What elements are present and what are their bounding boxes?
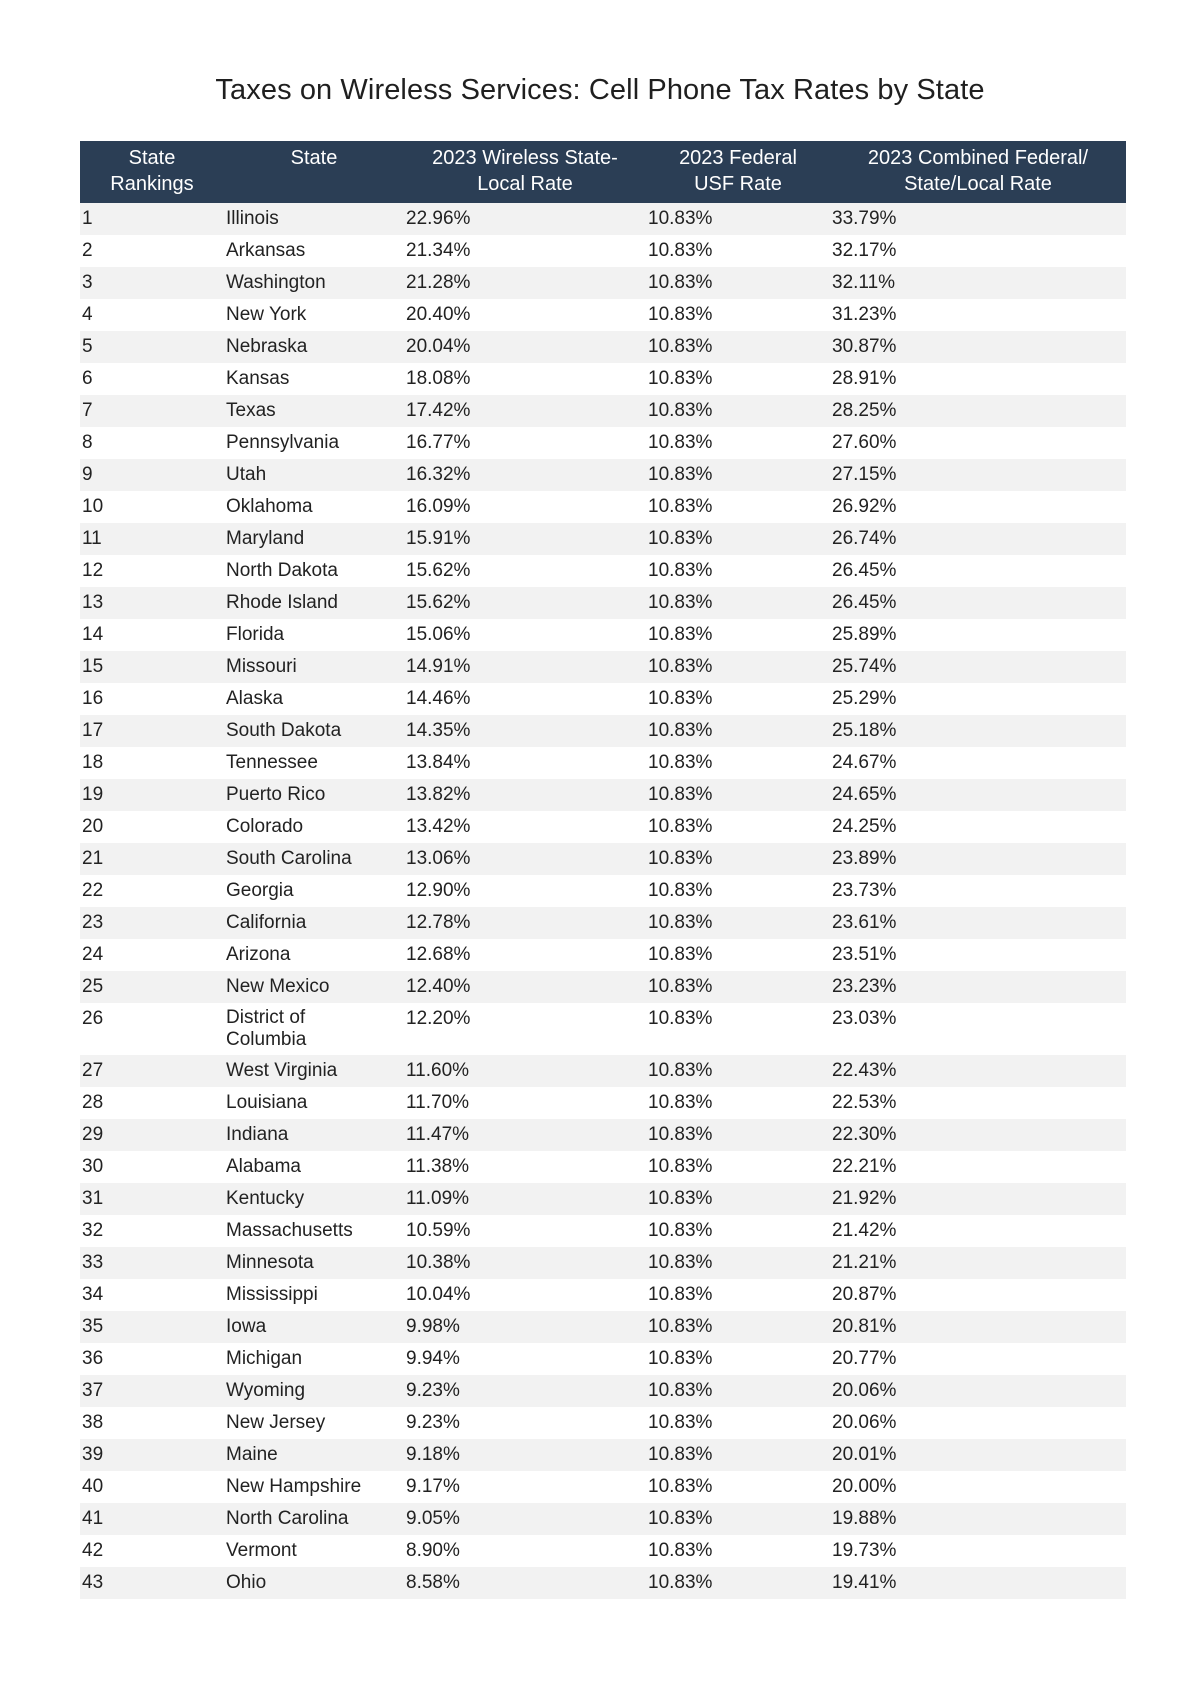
federal-usf-rate-cell: 10.83% <box>648 656 713 677</box>
federal-usf-rate-cell: 10.83% <box>648 1008 713 1029</box>
rank-cell: 8 <box>82 432 93 453</box>
rank-cell: 7 <box>82 400 93 421</box>
federal-usf-rate-cell: 10.83% <box>648 976 713 997</box>
combined-rate-cell: 26.74% <box>832 528 897 549</box>
combined-rate-cell: 23.51% <box>832 944 897 965</box>
federal-usf-rate-cell: 10.83% <box>648 1188 713 1209</box>
combined-rate-cell: 23.89% <box>832 848 897 869</box>
federal-usf-rate-cell: 10.83% <box>648 1220 713 1241</box>
table-row <box>80 235 1126 267</box>
combined-rate-cell: 22.21% <box>832 1156 897 1177</box>
table-row <box>80 587 1126 619</box>
header-federal-usf-rate <box>646 141 830 203</box>
header-line: 2023 Federal <box>679 147 797 169</box>
table-row <box>80 1439 1126 1471</box>
state-cell: Utah <box>226 464 267 485</box>
rank-cell: 29 <box>82 1124 104 1145</box>
federal-usf-rate-cell: 10.83% <box>648 304 713 325</box>
federal-usf-rate-cell: 10.83% <box>648 1060 713 1081</box>
rank-cell: 20 <box>82 816 104 837</box>
rank-cell: 2 <box>82 240 93 261</box>
federal-usf-rate-cell: 10.83% <box>648 1412 713 1433</box>
state-cell: Minnesota <box>226 1252 314 1273</box>
combined-rate-cell: 31.23% <box>832 304 897 325</box>
state-cell: Massachusetts <box>226 1220 353 1241</box>
federal-usf-rate-cell: 10.83% <box>648 240 713 261</box>
rank-cell: 5 <box>82 336 93 357</box>
rank-cell: 13 <box>82 592 104 613</box>
state-cell: North Dakota <box>226 560 338 581</box>
rank-cell: 19 <box>82 784 104 805</box>
combined-rate-cell: 28.91% <box>832 368 897 389</box>
state-cell: Pennsylvania <box>226 432 340 453</box>
header-line: State/Local Rate <box>904 173 1052 195</box>
table-row <box>80 1375 1126 1407</box>
table-row <box>80 811 1126 843</box>
combined-rate-cell: 25.18% <box>832 720 897 741</box>
rank-cell: 35 <box>82 1316 104 1337</box>
federal-usf-rate-cell: 10.83% <box>648 496 713 517</box>
combined-rate-cell: 23.03% <box>832 1008 897 1029</box>
table-row <box>80 1151 1126 1183</box>
state-local-rate-cell: 12.68% <box>406 944 471 965</box>
rank-cell: 15 <box>82 656 104 677</box>
combined-rate-cell: 24.67% <box>832 752 897 773</box>
state-cell: Tennessee <box>226 752 318 773</box>
federal-usf-rate-cell: 10.83% <box>648 784 713 805</box>
state-local-rate-cell: 12.20% <box>406 1008 471 1029</box>
federal-usf-rate-cell: 10.83% <box>648 432 713 453</box>
combined-rate-cell: 28.25% <box>832 400 897 421</box>
state-cell: Iowa <box>226 1316 267 1337</box>
state-cell: Vermont <box>226 1540 297 1561</box>
rank-cell: 18 <box>82 752 104 773</box>
combined-rate-cell: 20.06% <box>832 1380 897 1401</box>
rank-cell: 28 <box>82 1092 104 1113</box>
combined-rate-cell: 24.25% <box>832 816 897 837</box>
state-local-rate-cell: 8.90% <box>406 1540 460 1561</box>
state-cell: California <box>226 912 307 933</box>
table-row <box>80 491 1126 523</box>
table-row <box>80 1279 1126 1311</box>
state-cell: District of Columbia <box>226 1007 307 1050</box>
table-row <box>80 683 1126 715</box>
federal-usf-rate-cell: 10.83% <box>648 1572 713 1593</box>
rank-cell: 11 <box>82 528 102 549</box>
federal-usf-rate-cell: 10.83% <box>648 1316 713 1337</box>
table-row <box>80 715 1126 747</box>
federal-usf-rate-cell: 10.83% <box>648 208 713 229</box>
header-line: 2023 Combined Federal/ <box>867 147 1089 169</box>
rank-cell: 41 <box>82 1508 104 1529</box>
rank-cell: 6 <box>82 368 93 389</box>
state-local-rate-cell: 11.47% <box>406 1124 470 1145</box>
federal-usf-rate-cell: 10.83% <box>648 880 713 901</box>
table-row <box>80 1407 1126 1439</box>
combined-rate-cell: 23.73% <box>832 880 897 901</box>
header-line: USF Rate <box>694 173 782 195</box>
combined-rate-cell: 20.77% <box>832 1348 897 1369</box>
federal-usf-rate-cell: 10.83% <box>648 1252 713 1273</box>
header-state-rankings <box>80 141 224 203</box>
state-local-rate-cell: 20.04% <box>406 336 471 357</box>
table-row <box>80 459 1126 491</box>
combined-rate-cell: 26.45% <box>832 592 897 613</box>
federal-usf-rate-cell: 10.83% <box>648 368 713 389</box>
combined-rate-cell: 21.92% <box>832 1188 897 1209</box>
rank-cell: 3 <box>82 272 93 293</box>
combined-rate-cell: 26.45% <box>832 560 897 581</box>
rank-cell: 23 <box>82 912 104 933</box>
state-local-rate-cell: 9.98% <box>406 1316 460 1337</box>
header-combined-rate <box>830 141 1126 203</box>
table-body <box>80 203 1126 1599</box>
rank-cell: 25 <box>82 976 104 997</box>
table-row <box>80 747 1126 779</box>
combined-rate-cell: 20.81% <box>832 1316 897 1337</box>
table-row <box>80 1215 1126 1247</box>
rank-cell: 21 <box>82 848 104 869</box>
combined-rate-cell: 27.60% <box>832 432 897 453</box>
state-local-rate-cell: 9.18% <box>406 1444 460 1465</box>
state-local-rate-cell: 16.32% <box>406 464 471 485</box>
state-local-rate-cell: 9.94% <box>406 1348 460 1369</box>
combined-rate-cell: 25.29% <box>832 688 897 709</box>
table-row <box>80 651 1126 683</box>
state-local-rate-cell: 9.23% <box>406 1412 460 1433</box>
rank-cell: 12 <box>82 560 104 581</box>
table-row <box>80 971 1126 1003</box>
header-line: State <box>128 147 176 169</box>
state-cell: Louisiana <box>226 1092 308 1113</box>
federal-usf-rate-cell: 10.83% <box>648 688 713 709</box>
combined-rate-cell: 32.17% <box>832 240 897 261</box>
state-local-rate-cell: 21.28% <box>406 272 471 293</box>
state-cell: Indiana <box>226 1124 289 1145</box>
combined-rate-cell: 27.15% <box>832 464 897 485</box>
federal-usf-rate-cell: 10.83% <box>648 400 713 421</box>
state-local-rate-cell: 9.23% <box>406 1380 460 1401</box>
header-line: Rankings <box>110 173 194 195</box>
state-cell: Alabama <box>226 1156 301 1177</box>
table-row <box>80 1343 1126 1375</box>
federal-usf-rate-cell: 10.83% <box>648 272 713 293</box>
table-row <box>80 523 1126 555</box>
table-row <box>80 1087 1126 1119</box>
combined-rate-cell: 33.79% <box>832 208 897 229</box>
table-row <box>80 267 1126 299</box>
table-header-row <box>80 141 1126 203</box>
rank-cell: 17 <box>82 720 104 741</box>
combined-rate-cell: 26.92% <box>832 496 897 517</box>
table-row <box>80 331 1126 363</box>
table-row <box>80 299 1126 331</box>
state-cell: Kansas <box>226 368 290 389</box>
header-line: Local Rate <box>477 173 573 195</box>
state-cell: Alaska <box>226 688 284 709</box>
combined-rate-cell: 20.01% <box>832 1444 897 1465</box>
federal-usf-rate-cell: 10.83% <box>648 528 713 549</box>
state-cell: Mississippi <box>226 1284 318 1305</box>
state-local-rate-cell: 11.38% <box>406 1156 470 1177</box>
rank-cell: 38 <box>82 1412 104 1433</box>
state-local-rate-cell: 17.42% <box>406 400 471 421</box>
header-wireless-state-local-rate <box>404 141 646 203</box>
state-local-rate-cell: 9.17% <box>406 1476 460 1497</box>
federal-usf-rate-cell: 10.83% <box>648 944 713 965</box>
table-row <box>80 875 1126 907</box>
rank-cell: 22 <box>82 880 104 901</box>
combined-rate-cell: 21.42% <box>832 1220 897 1241</box>
state-local-rate-cell: 21.34% <box>406 240 471 261</box>
rank-cell: 39 <box>82 1444 104 1465</box>
federal-usf-rate-cell: 10.83% <box>648 752 713 773</box>
federal-usf-rate-cell: 10.83% <box>648 560 713 581</box>
table-row <box>80 363 1126 395</box>
state-local-rate-cell: 15.91% <box>406 528 471 549</box>
table-row <box>80 1311 1126 1343</box>
federal-usf-rate-cell: 10.83% <box>648 336 713 357</box>
combined-rate-cell: 23.23% <box>832 976 897 997</box>
state-local-rate-cell: 13.06% <box>406 848 471 869</box>
federal-usf-rate-cell: 10.83% <box>648 1508 713 1529</box>
state-cell: Florida <box>226 624 285 645</box>
rank-cell: 4 <box>82 304 93 325</box>
state-cell: South Dakota <box>226 720 342 741</box>
table-row <box>80 1567 1126 1599</box>
rank-cell: 16 <box>82 688 104 709</box>
federal-usf-rate-cell: 10.83% <box>648 1476 713 1497</box>
state-local-rate-cell: 15.62% <box>406 592 471 613</box>
state-cell: Puerto Rico <box>226 784 326 805</box>
state-local-rate-cell: 11.60% <box>406 1060 470 1081</box>
federal-usf-rate-cell: 10.83% <box>648 592 713 613</box>
state-local-rate-cell: 10.59% <box>406 1220 471 1241</box>
state-local-rate-cell: 18.08% <box>406 368 471 389</box>
table-row <box>80 1247 1126 1279</box>
state-local-rate-cell: 16.77% <box>406 432 471 453</box>
combined-rate-cell: 24.65% <box>832 784 897 805</box>
rank-cell: 10 <box>82 496 104 517</box>
state-local-rate-cell: 13.82% <box>406 784 471 805</box>
federal-usf-rate-cell: 10.83% <box>648 1348 713 1369</box>
federal-usf-rate-cell: 10.83% <box>648 624 713 645</box>
state-cell: Michigan <box>226 1348 303 1369</box>
state-cell: New York <box>226 304 307 325</box>
rank-cell: 27 <box>82 1060 104 1081</box>
state-local-rate-cell: 14.46% <box>406 688 471 709</box>
state-cell: Nebraska <box>226 336 308 357</box>
rank-cell: 36 <box>82 1348 104 1369</box>
combined-rate-cell: 25.89% <box>832 624 897 645</box>
federal-usf-rate-cell: 10.83% <box>648 816 713 837</box>
combined-rate-cell: 21.21% <box>832 1252 897 1273</box>
state-local-rate-cell: 12.90% <box>406 880 471 901</box>
combined-rate-cell: 22.30% <box>832 1124 897 1145</box>
rank-cell: 33 <box>82 1252 104 1273</box>
state-cell: Wyoming <box>226 1380 306 1401</box>
federal-usf-rate-cell: 10.83% <box>648 1284 713 1305</box>
state-cell: Maryland <box>226 528 305 549</box>
state-cell: Georgia <box>226 880 294 901</box>
state-cell: Texas <box>226 400 276 421</box>
combined-rate-cell: 20.87% <box>832 1284 897 1305</box>
table-row <box>80 1183 1126 1215</box>
table-row <box>80 619 1126 651</box>
rank-cell: 34 <box>82 1284 104 1305</box>
combined-rate-cell: 32.11% <box>832 272 896 293</box>
state-cell: Missouri <box>226 656 297 677</box>
state-local-rate-cell: 11.09% <box>406 1188 470 1209</box>
table-row <box>80 907 1126 939</box>
state-local-rate-cell: 10.04% <box>406 1284 471 1305</box>
federal-usf-rate-cell: 10.83% <box>648 1124 713 1145</box>
state-cell: New Jersey <box>226 1412 326 1433</box>
state-cell: Kentucky <box>226 1188 305 1209</box>
table-row <box>80 203 1126 235</box>
combined-rate-cell: 22.43% <box>832 1060 897 1081</box>
state-local-rate-cell: 13.42% <box>406 816 471 837</box>
table-row <box>80 1503 1126 1535</box>
rank-cell: 40 <box>82 1476 104 1497</box>
state-local-rate-cell: 20.40% <box>406 304 471 325</box>
rank-cell: 1 <box>82 208 93 229</box>
rank-cell: 26 <box>82 1008 104 1029</box>
rank-cell: 31 <box>82 1188 104 1209</box>
state-local-rate-cell: 9.05% <box>406 1508 460 1529</box>
federal-usf-rate-cell: 10.83% <box>648 720 713 741</box>
rank-cell: 14 <box>82 624 104 645</box>
rank-cell: 42 <box>82 1540 104 1561</box>
state-local-rate-cell: 22.96% <box>406 208 471 229</box>
table-row <box>80 555 1126 587</box>
combined-rate-cell: 19.88% <box>832 1508 897 1529</box>
combined-rate-cell: 20.00% <box>832 1476 897 1497</box>
federal-usf-rate-cell: 10.83% <box>648 912 713 933</box>
state-cell: North Carolina <box>226 1508 349 1529</box>
table-row <box>80 1055 1126 1087</box>
state-local-rate-cell: 11.70% <box>406 1092 470 1113</box>
table-row <box>80 779 1126 811</box>
state-local-rate-cell: 13.84% <box>406 752 471 773</box>
table-row <box>80 843 1126 875</box>
rank-cell: 43 <box>82 1572 104 1593</box>
tax-rates-table <box>80 141 1126 1599</box>
table-row <box>80 427 1126 459</box>
rank-cell: 32 <box>82 1220 104 1241</box>
combined-rate-cell: 23.61% <box>832 912 897 933</box>
state-cell: Arkansas <box>226 240 306 261</box>
header-state <box>224 141 404 203</box>
header-line: 2023 Wireless State- <box>432 147 618 169</box>
federal-usf-rate-cell: 10.83% <box>648 1092 713 1113</box>
table-row <box>80 1471 1126 1503</box>
combined-rate-cell: 19.41% <box>832 1572 897 1593</box>
state-local-rate-cell: 15.06% <box>406 624 471 645</box>
state-cell: Illinois <box>226 208 279 229</box>
rank-cell: 24 <box>82 944 104 965</box>
state-local-rate-cell: 10.38% <box>406 1252 471 1273</box>
combined-rate-cell: 25.74% <box>832 656 897 677</box>
federal-usf-rate-cell: 10.83% <box>648 1444 713 1465</box>
state-cell: New Hampshire <box>226 1476 362 1497</box>
state-cell: Maine <box>226 1444 278 1465</box>
state-cell: New Mexico <box>226 976 330 997</box>
state-cell: Arizona <box>226 944 291 965</box>
page-title: Taxes on Wireless Services: Cell Phone Tax Rates by State <box>215 74 985 106</box>
state-local-rate-cell: 8.58% <box>406 1572 460 1593</box>
table-row <box>80 939 1126 971</box>
state-cell: West Virginia <box>226 1060 338 1081</box>
state-local-rate-cell: 12.78% <box>406 912 471 933</box>
federal-usf-rate-cell: 10.83% <box>648 464 713 485</box>
table-row <box>80 1119 1126 1151</box>
state-local-rate-cell: 16.09% <box>406 496 471 517</box>
state-cell: Washington <box>226 272 326 293</box>
table-row <box>80 1535 1126 1567</box>
table-row <box>80 1003 1126 1055</box>
state-local-rate-cell: 14.91% <box>406 656 471 677</box>
combined-rate-cell: 19.73% <box>832 1540 897 1561</box>
state-cell: Ohio <box>226 1572 267 1593</box>
rank-cell: 9 <box>82 464 93 485</box>
federal-usf-rate-cell: 10.83% <box>648 1540 713 1561</box>
federal-usf-rate-cell: 10.83% <box>648 1380 713 1401</box>
state-cell: Oklahoma <box>226 496 313 517</box>
header-line: State <box>290 147 338 169</box>
state-local-rate-cell: 12.40% <box>406 976 471 997</box>
table-row <box>80 395 1126 427</box>
state-local-rate-cell: 14.35% <box>406 720 471 741</box>
combined-rate-cell: 30.87% <box>832 336 897 357</box>
state-cell: South Carolina <box>226 848 352 869</box>
federal-usf-rate-cell: 10.83% <box>648 848 713 869</box>
federal-usf-rate-cell: 10.83% <box>648 1156 713 1177</box>
combined-rate-cell: 22.53% <box>832 1092 897 1113</box>
state-local-rate-cell: 15.62% <box>406 560 471 581</box>
combined-rate-cell: 20.06% <box>832 1412 897 1433</box>
rank-cell: 30 <box>82 1156 104 1177</box>
state-cell: Colorado <box>226 816 304 837</box>
state-cell: Rhode Island <box>226 592 338 613</box>
rank-cell: 37 <box>82 1380 104 1401</box>
